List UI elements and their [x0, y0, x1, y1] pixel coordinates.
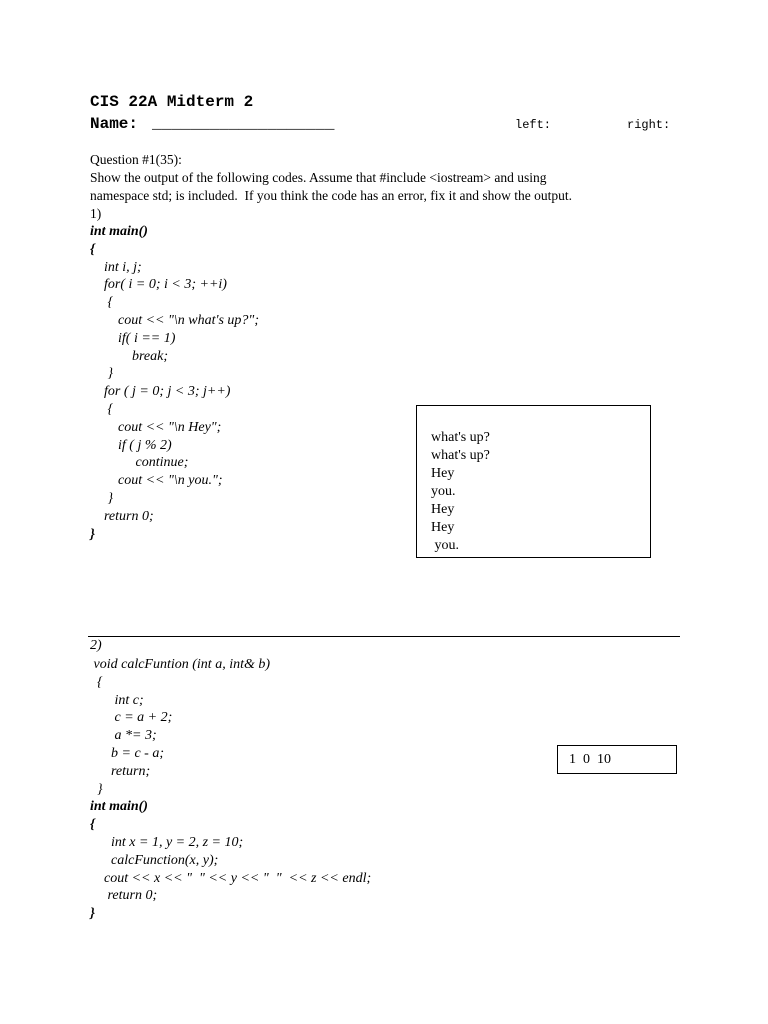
code-line: int i, j;	[90, 259, 142, 275]
output-line: Hey	[431, 466, 455, 481]
left-label: left:	[515, 118, 552, 132]
code-line: cout << "\n Hey";	[90, 419, 222, 435]
output-line: what's up?	[431, 430, 490, 445]
problem-1-output-box	[416, 405, 651, 558]
code-line: int main()	[90, 224, 148, 239]
output-line: 1 0 10	[569, 752, 611, 767]
code-line: for ( j = 0; j < 3; j++)	[90, 384, 231, 400]
instructions-line-1: Show the output of the following codes. Assume that #include <iostream> and using	[90, 170, 547, 185]
question-heading: Question #1(35):	[90, 152, 182, 167]
code-line: {	[90, 295, 114, 311]
name-blank: ___________________	[152, 115, 335, 133]
instructions-line-2: namespace std; is included. If you think the code has an error, fix it and show the output.	[90, 188, 572, 203]
output-line: you.	[431, 484, 456, 499]
code-line: }	[90, 490, 114, 506]
code-line: {	[90, 241, 95, 257]
code-line: cout << "\n what's up?";	[90, 312, 259, 328]
problem-1-number: 1)	[90, 206, 102, 221]
code-line: c = a + 2;	[90, 710, 173, 726]
output-line: you.	[431, 538, 459, 553]
code-line: calcFunction(x, y);	[90, 852, 219, 868]
section-divider	[88, 636, 680, 637]
code-line: if ( j % 2)	[90, 437, 172, 453]
code-line: b = c - a;	[90, 745, 164, 761]
code-line: {	[90, 401, 114, 417]
code-line: }	[90, 781, 103, 797]
code-line: for( i = 0; i < 3; ++i)	[90, 277, 227, 293]
code-line: continue;	[90, 455, 189, 471]
code-line: {	[90, 674, 103, 690]
code-line: int main()	[90, 799, 148, 815]
problem-2-code	[90, 656, 371, 923]
code-line: break;	[90, 348, 169, 364]
code-line: cout << x << " " << y << " " << z << endl;	[90, 870, 372, 886]
name-label: Name:	[90, 115, 139, 133]
output-line: Hey	[431, 520, 455, 535]
code-line: int x = 1, y = 2, z = 10;	[90, 834, 244, 850]
code-line: if( i == 1)	[90, 330, 176, 346]
output-line: what's up?	[431, 448, 490, 463]
code-line: }	[90, 906, 95, 922]
code-line: a *= 3;	[90, 728, 157, 744]
code-line: }	[90, 366, 114, 382]
exam-title: CIS 22A Midterm 2	[90, 93, 254, 111]
code-line: cout << "\n you.";	[90, 473, 223, 489]
right-label: right:	[627, 118, 671, 132]
code-line: return 0;	[90, 508, 154, 524]
code-line: return 0;	[90, 888, 158, 904]
problem-2-number: 2)	[90, 638, 102, 653]
output-line: Hey	[431, 502, 455, 517]
problem-2-output-box	[557, 745, 677, 774]
problem-1-code	[90, 223, 259, 543]
code-line: int c;	[90, 692, 144, 708]
code-line: {	[90, 817, 95, 833]
code-line: }	[90, 526, 95, 542]
code-line: return;	[90, 763, 151, 779]
code-line: void calcFuntion (int a, int& b)	[90, 657, 271, 672]
